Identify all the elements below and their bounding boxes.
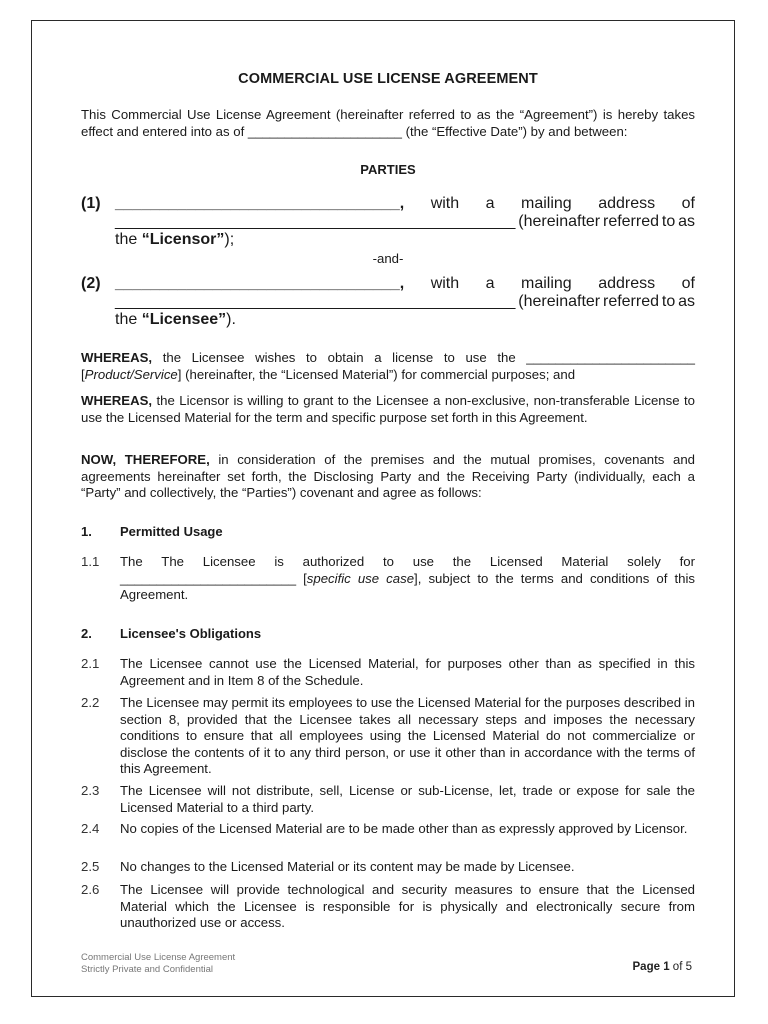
party-1-name-blank: ________________________________, xyxy=(115,195,405,212)
word: mailing xyxy=(521,275,572,292)
footer-doc-title: Commercial Use License Agreement xyxy=(81,952,236,963)
paragraph-text: the Licensee wishes to obtain a license to use the _______________________ [ xyxy=(81,350,695,382)
word: referred xyxy=(602,293,660,310)
clause-text: No changes to the Licensed Material or its content may be made by Licensee. xyxy=(120,859,575,874)
clause-number: 1.1 xyxy=(81,554,100,569)
party-1-number: (1) xyxy=(81,195,101,212)
section-number: 2. xyxy=(81,626,92,641)
clause-number: 2.2 xyxy=(81,695,100,710)
clause-text: The Licensee will not distribute, sell, License or sub-License, let, trade or expose for sale the Licensed Material to a third party. xyxy=(120,783,695,815)
section-title: Licensee's Obligations xyxy=(120,626,262,641)
word: as xyxy=(678,213,695,230)
paragraph-text: the Licensor is willing to grant to the Licensee a non-exclusive, non-transferable License to use the Licensed Material for the term and specific purpose set forth in this Agreement. xyxy=(81,393,695,425)
paragraph-italic: Product/Service xyxy=(84,366,178,382)
clause-number: 2.4 xyxy=(81,821,100,836)
page-number: 1 xyxy=(663,961,670,973)
word: with xyxy=(430,275,460,292)
now-therefore-paragraph xyxy=(81,452,695,502)
word: to xyxy=(661,213,676,230)
whereas-paragraph-1 xyxy=(81,350,695,383)
page-total: of 5 xyxy=(669,961,692,973)
whereas-lead: WHEREAS, xyxy=(81,393,153,408)
clause-number: 2.6 xyxy=(81,882,100,897)
licensee-role: “Licensee” xyxy=(141,311,227,328)
intro-paragraph: This Commercial Use License Agreement (hereinafter referred to as the “Agreement”) is hereby takes effect and entered into as of _____________________ (the “Effective Date”) by and between: xyxy=(81,107,695,139)
clause-text: The Licensee cannot use the Licensed Material, for purposes other than as specified in this Agreement and in Item 8 of the Schedule. xyxy=(120,656,695,688)
word: with xyxy=(430,195,460,212)
word: a xyxy=(485,195,495,212)
page-label: Page xyxy=(632,961,660,973)
whereas-lead: WHEREAS, xyxy=(81,350,153,365)
party-2-address-blank: _____________________________________________ xyxy=(115,293,516,310)
clause-text: No copies of the Licensed Material are to be made other than as expressly approved by Licensor. xyxy=(120,821,688,836)
paragraph-text: in consideration of the premises and the mutual promises, covenants and agreements hereinafter set forth, the Disclosing Party and the Receiving Party (individually, each a “Party” and collectively, the “Parties”) covenant and agree as follows: xyxy=(81,452,695,501)
word: mailing xyxy=(521,195,572,212)
clause-text: The Licensee will provide technological and security measures to ensure that the Licensed Material which the Licensee is responsible for is physically and electronically secure from unauthorized use or access. xyxy=(120,882,695,931)
word: of xyxy=(681,195,695,212)
section-title: Permitted Usage xyxy=(120,524,223,539)
parties-heading: PARTIES xyxy=(360,162,416,177)
word: of xyxy=(681,275,695,292)
word: the xyxy=(115,311,142,328)
word: ). xyxy=(226,311,236,328)
clause-number: 2.1 xyxy=(81,656,100,671)
clause-text: ], subject to the terms and conditions of this Agreement. xyxy=(120,570,696,603)
clause-text: The Licensee may permit its employees to use the Licensed Material for the purposes described in section 8, provided that the Licensee takes all necessary steps and imposes the necessary conditions to ensure that all employees using the Licensed Material do not commercialize or disclose the contents of it to any third person, or use it other than in accordance with the terms of this Agreement. xyxy=(120,695,695,777)
clause-italic: specific use case xyxy=(306,570,415,586)
whereas-paragraph-2 xyxy=(81,393,695,426)
word: the xyxy=(115,231,142,248)
party-2-name-blank: ________________________________, xyxy=(115,275,405,292)
word: address xyxy=(598,275,656,292)
clause-text: The The Licensee is authorized to use the Licensed Material solely for ________________________ [ xyxy=(120,554,695,586)
party-1-address-blank: _____________________________________________ xyxy=(115,213,516,230)
footer-left xyxy=(81,952,235,975)
clause-number: 2.3 xyxy=(81,783,100,798)
word: a xyxy=(485,275,495,292)
word: (hereinafter xyxy=(518,213,601,230)
party-2-number: (2) xyxy=(81,275,101,292)
document-title: COMMERCIAL USE LICENSE AGREEMENT xyxy=(238,71,538,87)
word: (hereinafter xyxy=(518,293,601,310)
word: as xyxy=(678,293,695,310)
word: ); xyxy=(224,231,235,248)
paragraph-text: ] (hereinafter, the “Licensed Material”) for commercial purposes; and xyxy=(177,366,576,382)
footer-confidential: Strictly Private and Confidential xyxy=(81,963,214,975)
and-separator: -and- xyxy=(372,251,404,266)
page-indicator xyxy=(633,961,693,973)
licensor-role: “Licensor” xyxy=(141,231,225,248)
now-therefore-lead: NOW, THEREFORE, xyxy=(81,452,210,467)
section-number: 1. xyxy=(81,524,92,539)
word: to xyxy=(661,293,676,310)
word: address xyxy=(598,195,656,212)
word: referred xyxy=(602,213,660,230)
clause-number: 2.5 xyxy=(81,859,100,874)
